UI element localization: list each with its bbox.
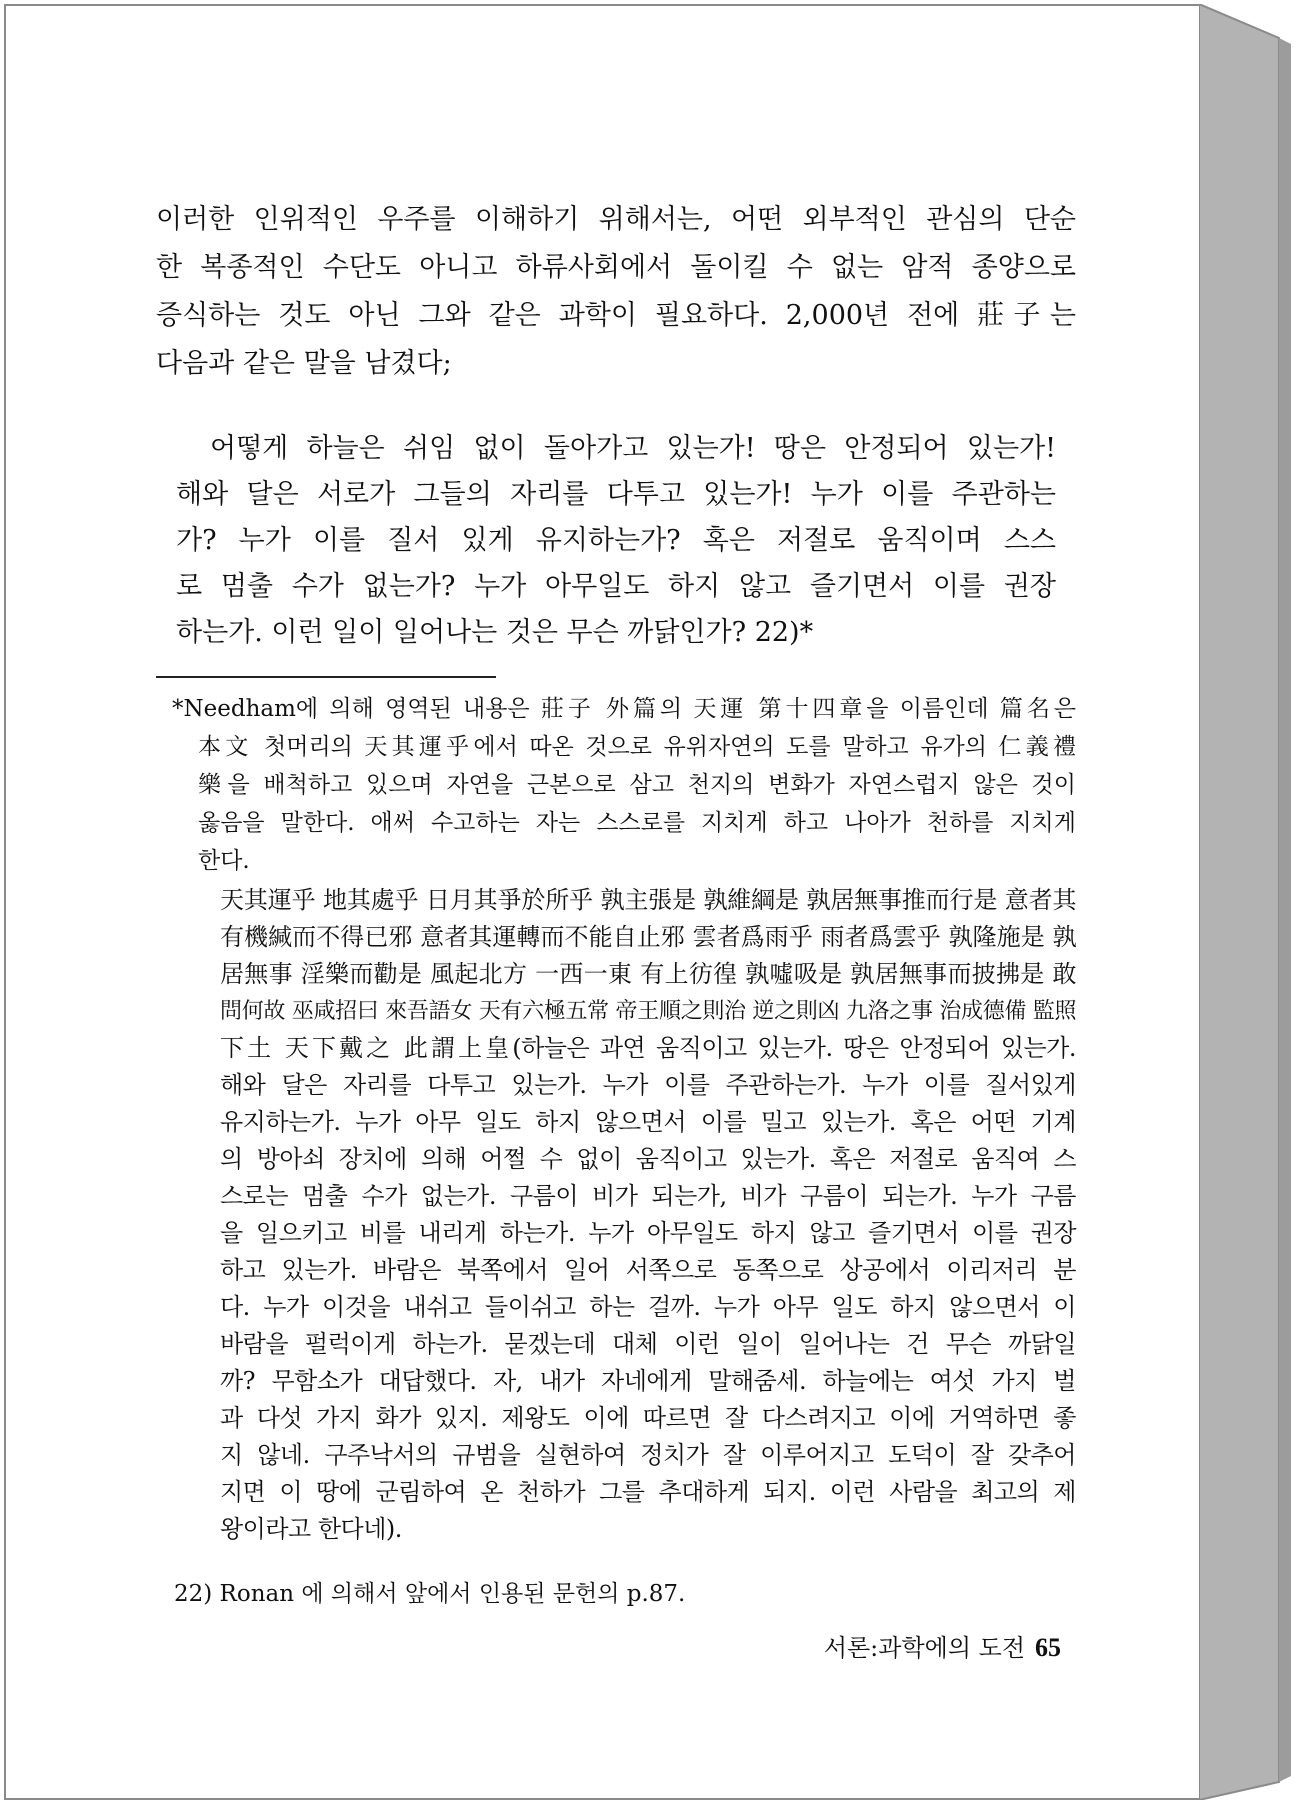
footnote-line: 本文 첫머리의 天其運乎에서 따온 것으로 유위자연의 도를 말하고 유가의 仁義禮 — [198, 734, 1076, 760]
footnote-detail-line: 지면 이 땅에 군림하여 온 천하가 그를 추대하게 되지. 이런 사람을 최고의 제 — [220, 1478, 1076, 1506]
page-number: 65 — [1035, 1633, 1061, 1662]
footnote-source-text — [220, 882, 1076, 1548]
footnote-detail-line: 바람을 펄럭이게 하는가. 묻겠는데 대체 이런 일이 일어나는 건 무슨 까닭일 — [220, 1330, 1076, 1358]
footnote-line: 樂을 배척하고 있으며 자연을 근본으로 삼고 천지의 변화가 자연스럽지 않은 것이 — [198, 772, 1076, 798]
quote-line: 해와 달은 서로가 그들의 자리를 다투고 있는가! 누가 이를 주관하는 — [176, 479, 1056, 510]
footnote-line: 옳음을 말한다. 애써 수고하는 자는 스스로를 지치게 하고 나아가 천하를 지치게 — [198, 810, 1076, 836]
page-edge-shade — [1279, 38, 1291, 1782]
footnote-detail-line: 까? 무함소가 대답했다. 자, 내가 자네에게 말해줌세. 하늘에는 여섯 가지 벌 — [220, 1367, 1076, 1395]
footnote-line: 한다. — [198, 848, 250, 874]
footnote-separator — [156, 676, 496, 678]
body-paragraph — [156, 196, 1076, 388]
footnote-detail-line: 유지하는가. 누가 아무 일도 하지 않으면서 이를 밀고 있는가. 혹은 어떤 기계 — [220, 1108, 1076, 1136]
body-line: 다음과 같은 말을 남겼다; — [156, 348, 452, 379]
page — [4, 4, 1199, 1800]
block-quote — [176, 426, 1056, 656]
footnote-detail-line: 해와 달은 자리를 다투고 있는가. 누가 이를 주관하는가. 누가 이를 질서있게 — [220, 1071, 1076, 1099]
footnote-detail-line: 天其運乎 地其處乎 日月其爭於所乎 孰主張是 孰維綱是 孰居無事推而行是 意者其 — [220, 886, 1076, 914]
quote-line: 가? 누가 이를 질서 있게 유지하는가? 혹은 저절로 움직이며 스스 — [176, 525, 1056, 556]
footnote-line: *Needham에 의해 영역된 내용은 莊子 外篇의 天運 第十四章을 이름인데 篇名은 — [172, 696, 1076, 722]
footnote-22: 22) Ronan 에 의해서 앞에서 인용된 문헌의 p.87. — [174, 1581, 686, 1607]
quote-line: 어떻게 하늘은 쉬임 없이 돌아가고 있는가! 땅은 안정되어 있는가! — [210, 433, 1056, 464]
footnote-detail-line: 하고 있는가. 바람은 북쪽에서 일어 서쪽으로 동쪽으로 상공에서 이리저리 분 — [220, 1256, 1076, 1284]
running-title: 서론:과학에의 도전 — [823, 1634, 1025, 1662]
footnote-detail-line: 問何故 巫咸招曰 來吾語女 天有六極五常 帝王順之則治 逆之則凶 九洛之事 治成德備 監照 — [220, 999, 1076, 1024]
footnote-star — [172, 690, 1076, 880]
quote-line: 하는가. 이런 일이 일어나는 것은 무슨 까닭인가? 22)* — [176, 617, 814, 648]
footnote-detail-line: 왕이라고 한다네). — [220, 1515, 402, 1543]
footnote-detail-line: 居無事 淫樂而勸是 風起北方 一西一東 有上彷徨 孰噓吸是 孰居無事而披拂是 敢 — [220, 960, 1076, 988]
body-line: 증식하는 것도 아닌 그와 같은 과학이 필요하다. 2,000년 전에 莊子는 — [156, 300, 1076, 331]
footnote-detail-line: 스로는 멈출 수가 없는가. 구름이 비가 되는가, 비가 구름이 되는가. 누가 구름 — [220, 1182, 1076, 1210]
footnote-detail-line: 의 방아쇠 장치에 의해 어쩔 수 없이 움직이고 있는가. 혹은 저절로 움직여 스 — [220, 1145, 1076, 1173]
page-edge-face — [1199, 4, 1279, 1800]
body-line: 이러한 인위적인 우주를 이해하기 위해서는, 어떤 외부적인 관심의 단순 — [156, 204, 1076, 235]
footnote-detail-line: 을 일으키고 비를 내리게 하는가. 누가 아무일도 하지 않고 즐기면서 이를 권장 — [220, 1219, 1076, 1247]
footnote-detail-line: 다. 누가 이것을 내쉬고 들이쉬고 하는 걸까. 누가 아무 일도 하지 않으면서 이 — [220, 1293, 1076, 1321]
body-line: 한 복종적인 수단도 아니고 하류사회에서 돌이킬 수 없는 암적 종양으로 — [156, 252, 1076, 283]
footnote-detail-line: 지 않네. 구주낙서의 규범을 실현하여 정치가 잘 이루어지고 도덕이 잘 갖추어 — [220, 1441, 1076, 1469]
footnote-detail-line: 과 다섯 가지 화가 있지. 제왕도 이에 따르면 잘 다스려지고 이에 거역하면 좋 — [220, 1404, 1076, 1432]
running-footer — [801, 1626, 1061, 1670]
footnote-detail-line: 有機緘而不得已邪 意者其運轉而不能自止邪 雲者爲雨乎 雨者爲雲乎 孰隆施是 孰 — [220, 923, 1076, 951]
page-edge-block — [1199, 4, 1295, 1800]
footnote-detail-line: 下土 天下戴之 此謂上皇(하늘은 과연 움직이고 있는가. 땅은 안정되어 있는가. — [220, 1034, 1076, 1062]
quote-line: 로 멈출 수가 없는가? 누가 아무일도 하지 않고 즐기면서 이를 권장 — [176, 571, 1056, 602]
